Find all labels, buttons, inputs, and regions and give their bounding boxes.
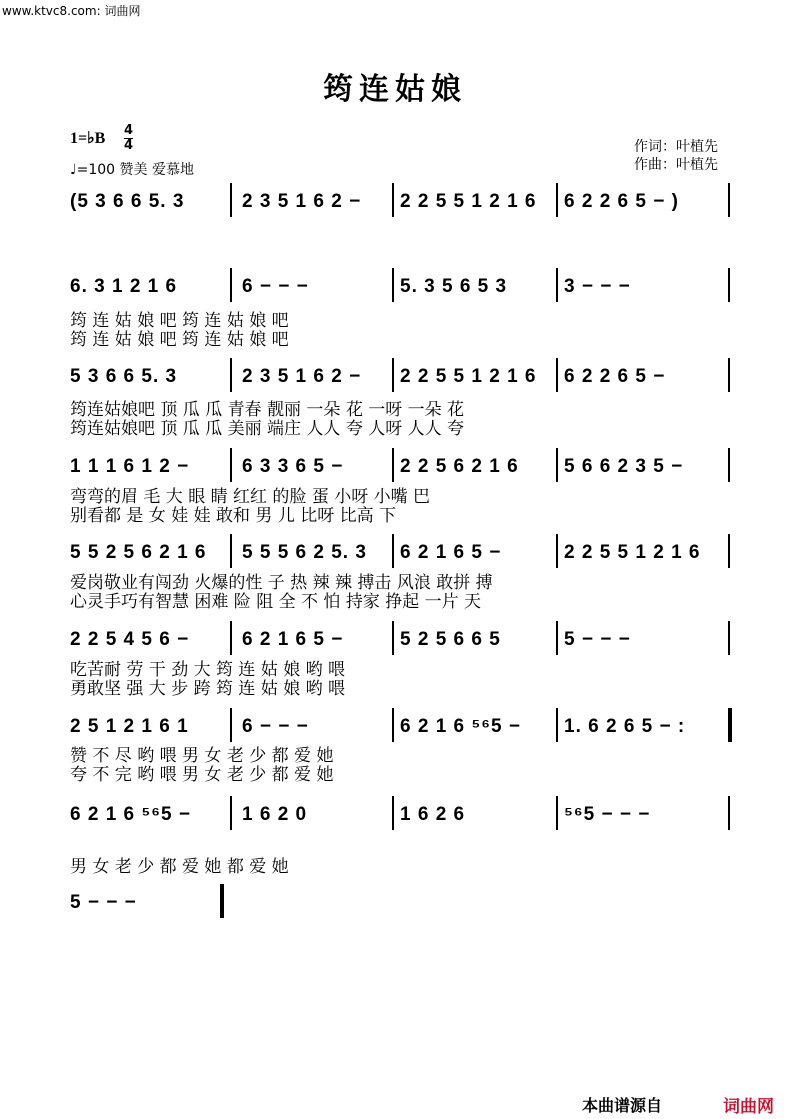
measure: 1 6 2 6: [400, 804, 466, 825]
measure: 2 2 5 4 5 6 −: [70, 629, 190, 650]
barline: [728, 708, 732, 742]
lyric-line: 筠连姑娘吧 顶 瓜 瓜 青春 靓丽 一朵 花 一呀 一朵 花: [70, 400, 465, 420]
site-url[interactable]: www.ktvc8.com: 词曲网: [2, 4, 141, 18]
measure: 1 6 2 0: [242, 804, 308, 825]
lyric-line: 弯弯的眉 毛 大 眼 睛 红红 的脸 蛋 小呀 小嘴 巴: [70, 487, 431, 507]
measure: 5. 3 5 6 5 3: [400, 276, 508, 297]
measure: 6 2 1 6 5 −: [242, 629, 344, 650]
composer-credit: 作曲：叶植先: [634, 157, 718, 173]
lyric-line: 爱岗敬业有闯劲 火爆的性 子 热 辣 辣 搏击 风浪 敢拼 搏: [70, 573, 493, 593]
measure: 5 2 5 6 6 5: [400, 629, 501, 650]
barline: [392, 358, 394, 392]
measure: ⁵⁶5 − − −: [564, 804, 651, 825]
measure: 2 5 1 2 1 6 1: [70, 716, 189, 737]
barline: [392, 448, 394, 482]
measure: 3 − − −: [564, 276, 631, 297]
barline: [230, 796, 232, 830]
measure: 2 2 5 5 1 2 1 6: [564, 542, 701, 563]
measure: 5 6 6 2 3 5 −: [564, 456, 684, 477]
barline: [230, 621, 232, 655]
barline: [556, 268, 558, 302]
measure: 5 − − −: [70, 892, 137, 913]
barline: [556, 183, 558, 217]
lyric-line: 夸 不 完 哟 喂 男 女 老 少 都 爱 她: [70, 765, 334, 785]
measure: (5 3 6 6 5. 3: [70, 191, 185, 212]
lyric-line: 筠 连 姑 娘 吧 筠 连 姑 娘 吧: [70, 330, 289, 350]
staff-system: [70, 272, 740, 302]
barline: [728, 448, 730, 482]
barline: [556, 534, 558, 568]
measure: 6 − − −: [242, 276, 309, 297]
staff-system: [70, 800, 740, 830]
key-signature: 1=♭B: [70, 130, 106, 147]
source-note: 本曲谱源自: [581, 1096, 662, 1115]
measure: 1 1 1 6 1 2 −: [70, 456, 190, 477]
measure: 2 3 5 1 6 2 −: [242, 366, 362, 387]
measure: 1. 6 2 6 5 − :: [564, 716, 686, 737]
barline: [230, 708, 232, 742]
barline: [392, 796, 394, 830]
measure: 2 3 5 1 6 2 −: [242, 191, 362, 212]
time-signature: [124, 124, 133, 153]
barline: [392, 621, 394, 655]
measure: 6 2 2 6 5 − ): [564, 191, 679, 212]
barline: [556, 358, 558, 392]
barline: [392, 183, 394, 217]
staff-system: [70, 452, 740, 482]
measure: 6 2 2 6 5 −: [564, 366, 666, 387]
meter-top: 4: [124, 123, 134, 138]
barline: [230, 448, 232, 482]
barline: [230, 268, 232, 302]
site-logo[interactable]: 词曲网: [723, 1097, 774, 1117]
staff-system: [70, 538, 740, 568]
staff-system: [70, 187, 740, 217]
barline: [556, 448, 558, 482]
lyric-line: 心灵手巧有智慧 困难 险 阻 全 不 怕 持家 挣起 一片 天: [70, 592, 482, 612]
barline: [728, 268, 730, 302]
barline: [728, 796, 730, 830]
measure: 2 2 5 5 1 2 1 6: [400, 191, 537, 212]
measure: 5 5 2 5 6 2 1 6: [70, 542, 207, 563]
measure: 6 2 1 6 ⁵⁶5 −: [400, 716, 521, 737]
measure: 2 2 5 6 2 1 6: [400, 456, 519, 477]
staff-system: [70, 888, 740, 918]
barline: [230, 534, 232, 568]
measure: 2 2 5 5 1 2 1 6: [400, 366, 537, 387]
barline: [728, 183, 730, 217]
barline: [728, 358, 730, 392]
measure: 6. 3 1 2 1 6: [70, 276, 178, 297]
song-title: 筠连姑娘: [323, 72, 467, 107]
lyric-line: 筠连姑娘吧 顶 瓜 瓜 美丽 端庄 人人 夸 人呀 人人 夸: [70, 419, 465, 439]
tempo-marking: ♩=100 赞美 爱慕地: [70, 162, 194, 178]
measure: 6 2 1 6 ⁵⁶5 −: [70, 804, 191, 825]
barline: [230, 183, 232, 217]
barline: [220, 884, 224, 918]
lyric-line: 吃苦耐 劳 干 劲 大 筠 连 姑 娘 哟 喂: [70, 660, 346, 680]
barline: [392, 534, 394, 568]
measure: 6 − − −: [242, 716, 309, 737]
staff-system: [70, 712, 740, 742]
meter-bottom: 4: [124, 138, 134, 153]
barline: [230, 358, 232, 392]
barline: [392, 268, 394, 302]
lyric-line: 勇敢坚 强 大 步 跨 筠 连 姑 娘 哟 喂: [70, 679, 346, 699]
barline: [728, 534, 730, 568]
lyric-line: 赞 不 尽 哟 喂 男 女 老 少 都 爱 她: [70, 746, 334, 766]
lyric-line: 别看都 是 女 娃 娃 敢和 男 儿 比呀 比高 下: [70, 506, 397, 526]
lyric-line: 筠 连 姑 娘 吧 筠 连 姑 娘 吧: [70, 311, 289, 331]
barline: [556, 621, 558, 655]
measure: 6 2 1 6 5 −: [400, 542, 502, 563]
staff-system: [70, 625, 740, 655]
barline: [392, 708, 394, 742]
measure: 5 5 5 6 2 5. 3: [242, 542, 367, 563]
measure: 5 − − −: [564, 629, 631, 650]
lyricist-credit: 作词：叶植先: [634, 139, 718, 155]
staff-system: [70, 362, 740, 392]
barline: [556, 708, 558, 742]
lyric-line: 男 女 老 少 都 爱 她 都 爱 她: [70, 857, 289, 877]
measure: 6 3 3 6 5 −: [242, 456, 344, 477]
barline: [556, 796, 558, 830]
measure: 5 3 6 6 5. 3: [70, 366, 178, 387]
barline: [728, 621, 730, 655]
